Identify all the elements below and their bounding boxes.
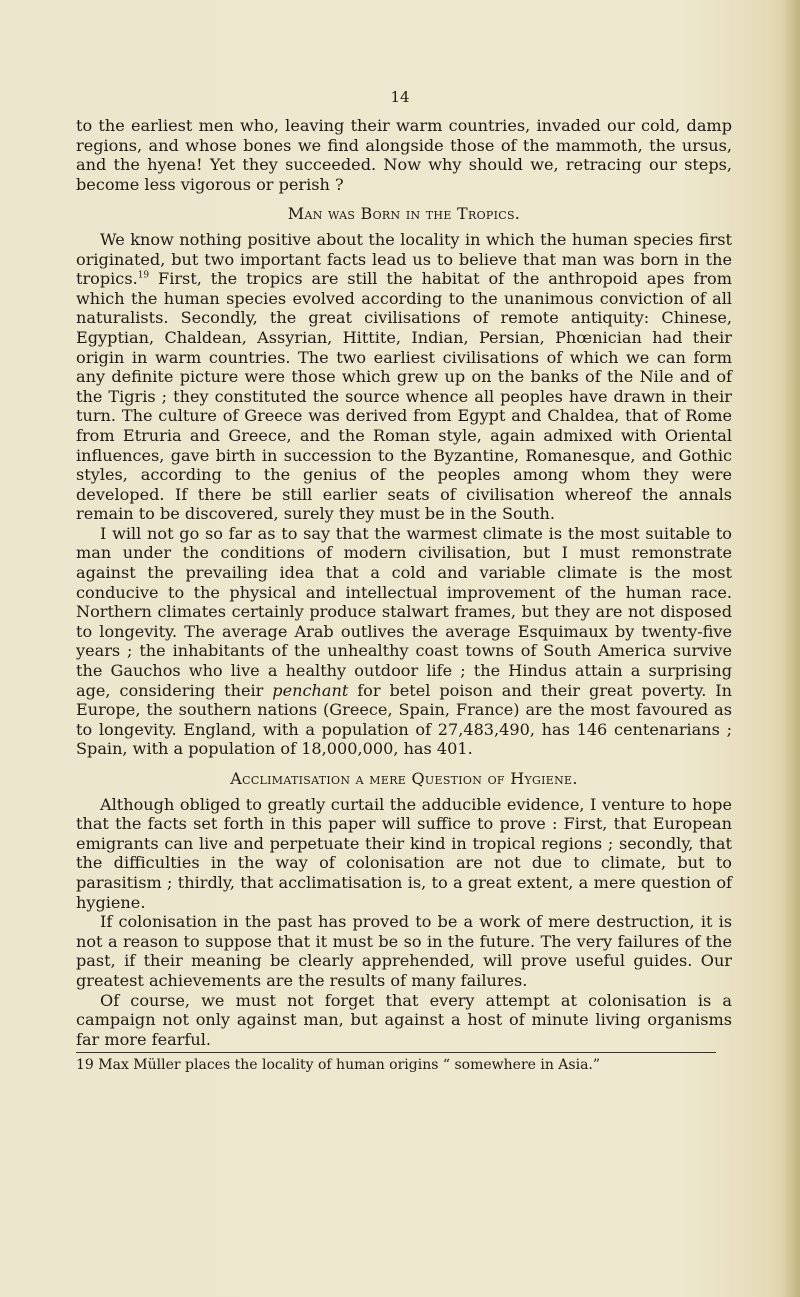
paragraph: to the earliest men who, leaving their warm countries, invaded our cold, damp regions, and whose bones we find alongside those of the mammoth, the ursus, and the hyena! Yet they succeeded. Now why should we, retracing our steps, become less vigorous or perish ? <box>76 116 732 194</box>
page-edge-shadow <box>782 0 800 1297</box>
footnote <box>76 1057 732 1074</box>
footnote-reference: 19 <box>137 270 150 281</box>
section-heading: Acclimatisation a mere Question of Hygiene. <box>230 769 578 788</box>
footnote-text: Max Müller places the locality of human origins “ somewhere in Asia.” <box>93 1057 601 1074</box>
italic-term: penchant <box>272 680 349 700</box>
paragraph-text: We know nothing positive about the locality in which the human species first originated, but two important facts lead us to believe that man was born in the tropics. <box>76 229 732 289</box>
footnote-divider <box>76 1052 716 1053</box>
paragraph: Although obliged to greatly curtail the adducible evidence, I venture to hope that the facts set forth in this paper will suffice to prove : First, that European emigrants can live and perpetuate their kind in tropical regions ; secondly, that the difficulties in the way of colonisation are not due to climate, but to parasitism ; thirdly, that acclimatisation is, to a great extent, a mere question of hygiene. <box>76 794 732 912</box>
paragraph <box>76 230 732 524</box>
page-number: 14 <box>390 88 410 106</box>
paragraph-text: for betel poison and their great poverty. In Europe, the southern nations (Greece, Spain, France) are the most favoured as to longevity. England, with a population of 27,483,490, has 146 centenarians ; Spain, with a population of 18,000,000, has 401. <box>76 680 732 759</box>
section-heading: Man was Born in the Tropics. <box>287 204 521 224</box>
body-text <box>76 116 732 1074</box>
footnote-number: 19 <box>76 1057 94 1074</box>
paragraph-text: I will not go so far as to say that the warmest climate is the most suitable to man under the conditions of modern civilisation, but I must remonstrate against the prevailing idea that a cold and variable climate is the most conducive to the physical and intellectual improvement of the human race. Northern climates certainly produce stalwart frames, but they are not disposed to longevity. The average Arab outlives the average Esquimaux by twenty-five years ; the inhabitants of the unhealthy coast towns of South America survive the Gauchos who live a healthy outdoor life ; the Hindus attain a surprising age, considering their <box>76 523 732 700</box>
paragraph: If colonisation in the past has proved to be a work of mere destruction, it is not a reason to suppose that it must be so in the future. The very failures of the past, if their meaning be clearly apprehended, will prove useful guides. Our greatest achievements are the results of many failures. <box>76 912 732 990</box>
paragraph-text: First, the tropics are still the habitat of the anthropoid apes from which the human species evolved according to the unanimous conviction of all naturalists. Secondly, the great civilisations of remote antiquity: Chinese, Egyptian, Chaldean, Assyrian, Hittite, Indian, Persian, Phœnician had their origin in warm countries. The two earliest civilisations of which we can form any definite picture were those which grew up on the banks of the Nile and of the Tigris ; they constituted the source whence all peoples have drawn in their turn. The culture of Greece was derived from Egypt and Chaldea, that of Rome from Etruria and Greece, and the Roman style, again admixed with Oriental influences, gave birth in succession to the Byzantine, Romanesque, and Gothic styles, according to the genius of the peoples among whom they were developed. If there be still earlier seats of civilisation whereof the annals remain to be discovered, surely they must be in the South. <box>76 269 732 524</box>
paragraph <box>76 524 732 759</box>
paragraph: Of course, we must not forget that every attempt at colonisation is a campaign not only against man, but against a host of minute living organisms far more fearful. <box>76 990 732 1049</box>
